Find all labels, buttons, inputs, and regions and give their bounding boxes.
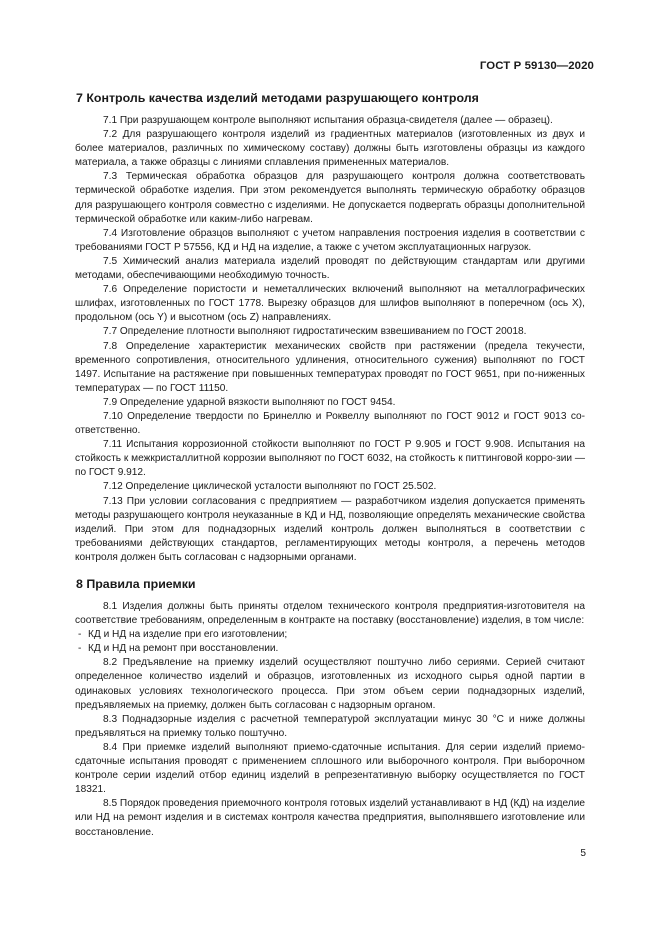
section-8-heading: 8 Правила приемки xyxy=(76,577,196,591)
paragraph-8-4: 8.4 При приемке изделий выполняют приемо-сдаточные испытания. Для серии изделий приемо-сдаточные испытания проводят с применением сплошного или выборочного контроля. При выборочном контроле серии изделий отбор единиц изделий в репрезентативную выборку осуществляется по ГОСТ 18321. xyxy=(75,741,585,796)
page-number: 5 xyxy=(580,848,586,859)
paragraph-7-2: 7.2 Для разрушающего контроля изделий из градиентных материалов (изготовленных из двух и более материалов, различных по химическому составу) должны быть изготовлены образцы из каждого материала, а также образцы с линиями сплавления примененных материалов. xyxy=(75,129,585,169)
list-dash: - xyxy=(78,629,82,641)
paragraph-7-6: 7.6 Определение пористости и неметаллических включений выполняют на металлографических шлифах, изготовленных по ГОСТ 1778. Вырезку образцов для шлифов выполняют в поперечном (ось X), продольном (ось Y) и высотном (ось Z) направлениях. xyxy=(75,284,585,324)
paragraph-7-3: 7.3 Термическая обработка образцов для разрушающего контроля должна соответствовать термической обработке изделия. При этом рекомендуется выполнять термическую обработку образцов для разрушающего контроля совместно с изделиями. Не допускается подвергать образцы дополнительной термической обработке или каким-либо нагревам. xyxy=(75,171,585,225)
document-code-header: ГОСТ Р 59130—2020 xyxy=(479,60,594,72)
paragraph-7-1: 7.1 При разрушающем контроле выполняют испытания образца-свидетеля (далее — образец). xyxy=(103,115,553,126)
list-item-text: КД и НД на ремонт при восстановлении. xyxy=(88,643,279,655)
paragraph-8-5: 8.5 Порядок проведения приемочного контроля готовых изделий устанавливают в НД (КД) на изделие или НД на ремонт изделия и в системах контроля качества предприятия, выполнявшего изготовление или восстановление. xyxy=(75,798,585,838)
paragraph-7-7: 7.7 Определение плотности выполняют гидростатическим взвешиванием по ГОСТ 20018. xyxy=(103,326,527,338)
list-item-text: КД и НД на изделие при его изготовлении; xyxy=(88,629,288,641)
paragraph-7-10: 7.10 Определение твердости по Бринеллю и Роквеллу выполняют по ГОСТ 9012 и ГОСТ 9013 со-ответственно. xyxy=(75,410,585,437)
paragraph-7-12: 7.12 Определение циклической усталости выполняют по ГОСТ 25.502. xyxy=(103,481,437,493)
paragraph-7-8: 7.8 Определение характеристик механических свойств при растяжении (предела текучести, временного сопротивления, относительного удлинения, относительного сужения) выполняют по ГОСТ 1497. Испытание на растяжение при повышенных температурах проводят по ГОСТ 9651, при по-ниженных температурах — по ГОСТ 11150. xyxy=(75,340,585,394)
paragraph-7-13: 7.13 При условии согласования с предприятием — разработчиком изделия допускается применять методы разрушающего контроля неуказанные в КД и НД, позволяющие определять механические свойства изделий. При этом для поднадзорных изделий контроль должен выполняться в соответствии с требованиями действующих стандартов, регламентирующих методы контроля, а перечень методов контроля должен быть согласован с надзорными органами. xyxy=(75,495,585,563)
document-body xyxy=(75,90,585,840)
paragraph-8-3: 8.3 Поднадзорные изделия с расчетной температурой эксплуатации минус 30 °С и ниже должны предъявляться на приемку только поштучно. xyxy=(75,713,585,739)
list-dash: - xyxy=(78,643,82,655)
list-item xyxy=(75,642,585,656)
paragraph-7-5: 7.5 Химический анализ материала изделий проводят по действующим стандартам или другими методами, обеспечивающими необходимую точность. xyxy=(75,255,585,282)
section-7-heading: 7 Контроль качества изделий методами разрушающего контроля xyxy=(76,91,479,105)
paragraph-7-11: 7.11 Испытания коррозионной стойкости выполняют по ГОСТ Р 9.905 и ГОСТ 9.908. Испытания на стойкость к межкристаллитной коррозии выполняют по ГОСТ 6032, на стойкость к питтинговой корро-зии — по ГОСТ 9.912. xyxy=(75,439,585,479)
paragraph-7-9: 7.9 Определение ударной вязкости выполняют по ГОСТ 9454. xyxy=(103,396,396,408)
section-spacer xyxy=(75,565,585,576)
paragraph-8-1: 8.1 Изделия должны быть приняты отделом технического контроля предприятия-изготовителя на соответствие требованиям, определенным в контракте на поставку (восстановление) изделия, в том числе: xyxy=(75,601,585,627)
list-item xyxy=(75,628,585,642)
paragraph-7-4: 7.4 Изготовление образцов выполняют с учетом направления построения изделия в соответствии с требованиями ГОСТ Р 57556, КД и НД на изделие, а также с учетом эксплуатационных нагрузок. xyxy=(75,227,585,253)
paragraph-8-2: 8.2 Предъявление на приемку изделий осуществляют поштучно либо сериями. Серией считают определенное количество изделий и образцов, изготовленных из исходного сырья одной партии в одинаковых условиях технологического процесса. При этом объем серии поднадзорных изделий, предъявляемых на приемку, должен быть согласован с надзорным органом. xyxy=(75,657,585,711)
